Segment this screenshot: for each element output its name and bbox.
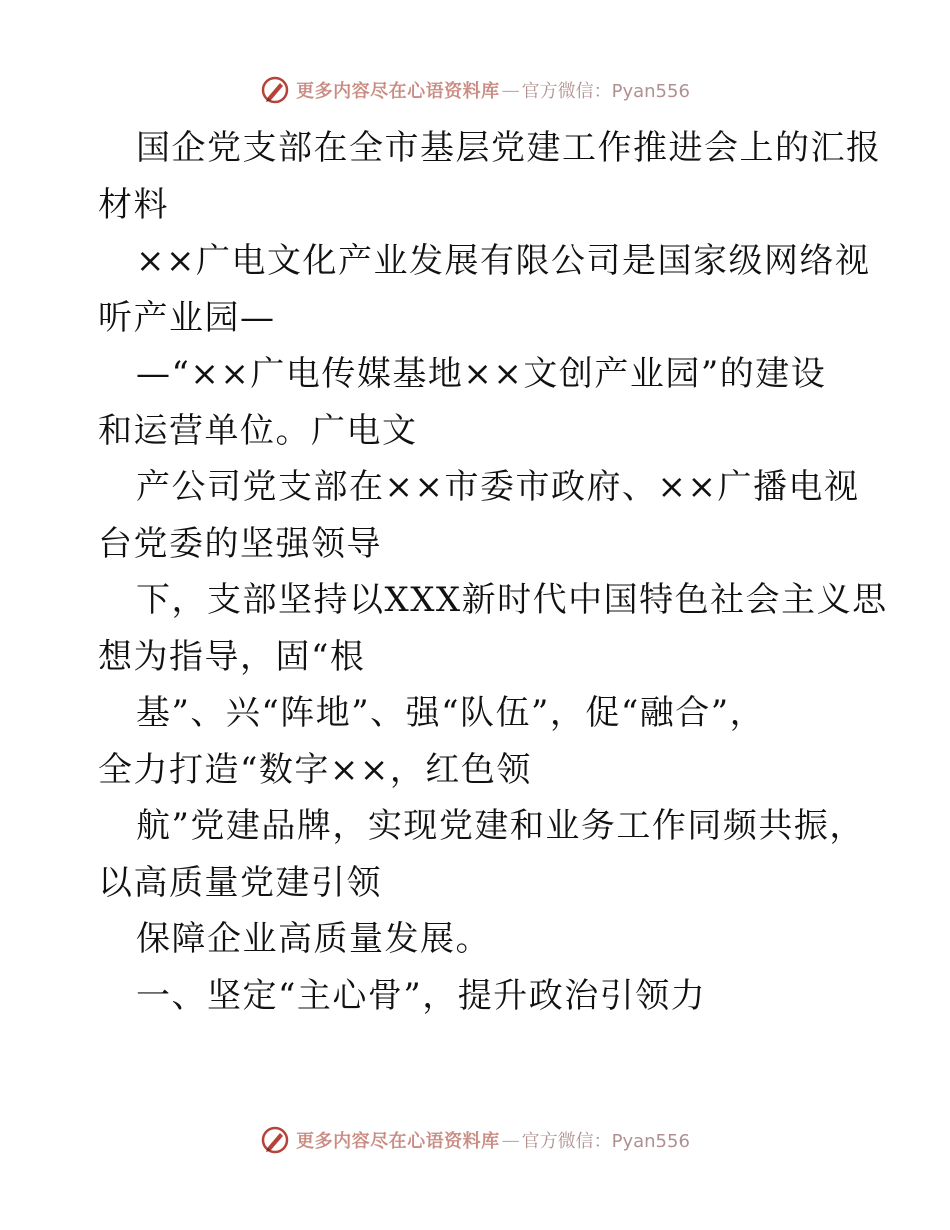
banner-wechat: 官方微信：Pyan556 (521, 81, 690, 102)
section-heading: 一、坚定“主心骨”，提升政治引领力 (136, 975, 707, 1016)
doc-line: 听产业园— (98, 297, 276, 338)
footer-banner (0, 1120, 950, 1160)
header-banner (0, 70, 950, 110)
doc-line: 产公司党支部在××市委市政府、××广播电视 (136, 467, 860, 507)
doc-line: 想为指导，固“根 (98, 636, 366, 677)
doc-line: 下，支部坚持以XXX新时代中国特色社会主义思 (136, 580, 888, 620)
pen-logo-icon (260, 75, 290, 105)
banner-separator: — (501, 79, 520, 101)
doc-line: 全力打造“数字××，红色领 (98, 749, 532, 790)
doc-line: 台党委的坚强领导 (98, 523, 382, 564)
doc-line: 材料 (98, 184, 169, 225)
doc-line: 以高质量党建引领 (98, 862, 382, 903)
doc-line: 航”党建品牌，实现党建和业务工作同频共振， (136, 806, 865, 846)
doc-line: 和运营单位。广电文 (98, 410, 418, 451)
doc-line: 保障企业高质量发展。 (136, 919, 491, 959)
doc-line: —“××广电传媒基地××文创产业园”的建设 (136, 354, 827, 394)
banner-wechat: 官方微信：Pyan556 (521, 1131, 690, 1152)
doc-line: ××广电文化产业发展有限公司是国家级网络视 (136, 241, 871, 281)
banner-title: 更多内容尽在心语资料库 (296, 81, 500, 102)
pen-logo-icon (260, 1125, 290, 1155)
doc-line: 基”、兴“阵地”、强“队伍”，促“融合”， (136, 693, 766, 733)
banner-separator: — (501, 1129, 520, 1151)
document-body (98, 120, 888, 1024)
doc-line: 国企党支部在全市基层党建工作推进会上的汇报 (136, 128, 882, 168)
banner-title: 更多内容尽在心语资料库 (296, 1131, 500, 1152)
